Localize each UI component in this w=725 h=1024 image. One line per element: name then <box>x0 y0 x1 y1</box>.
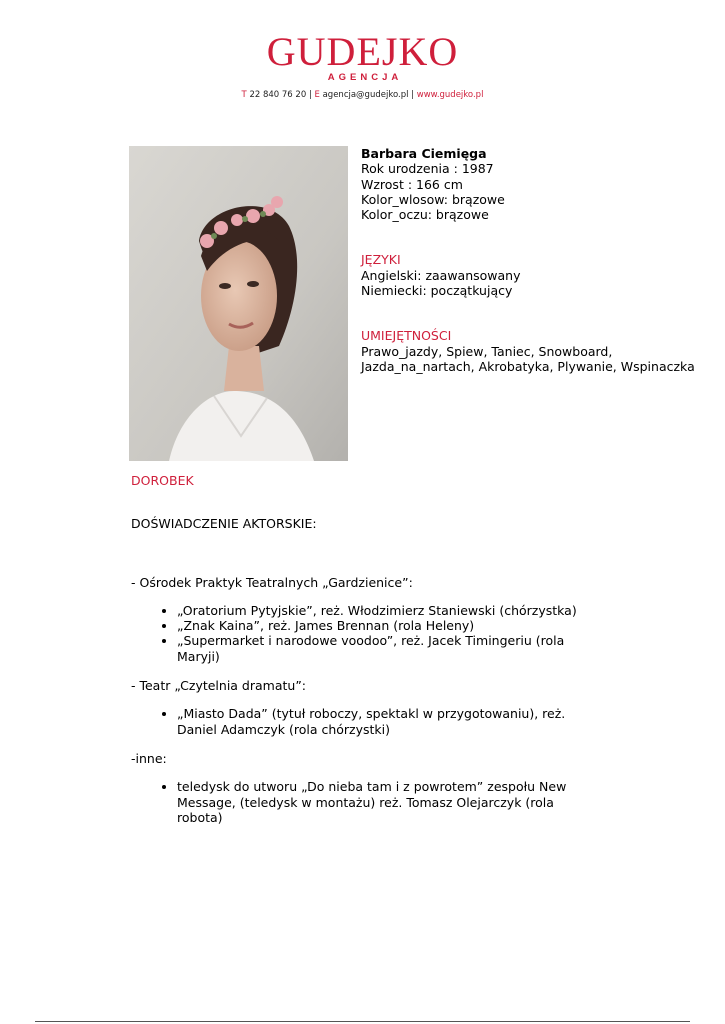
actor-name: Barbara Ciemięga <box>361 146 487 161</box>
agency-logo <box>0 29 725 83</box>
profile-info <box>361 146 701 374</box>
group-title: -inne: <box>131 750 167 766</box>
logo-subtitle: AGENCJA <box>327 72 403 83</box>
footer-divider <box>35 1021 690 1022</box>
languages-heading: JĘZYKI <box>361 252 401 268</box>
language-item: Angielski: zaawansowany <box>361 267 521 283</box>
website-link[interactable]: www.gudejko.pl <box>416 90 484 100</box>
portrait-photo <box>129 146 348 461</box>
experience-heading: DOŚWIADCZENIE AKTORSKIE: <box>131 516 317 532</box>
birth-year: Rok urodzenia : 1987 <box>361 161 494 177</box>
height: Wzrost : 166 cm <box>361 176 463 192</box>
email-label: E <box>314 90 320 100</box>
phone-label: T <box>241 90 247 100</box>
list-item: • „Oratorium Pytyjskie”, reż. Włodzimierz Staniewski (chórzystka) <box>177 603 591 618</box>
list-item: • „Supermarket i narodowe voodoo”, reż. Jacek Timingeriu (rola Maryji) <box>177 633 591 664</box>
group-list <box>131 603 591 664</box>
achievements-section <box>131 473 591 825</box>
separator: | <box>308 90 312 100</box>
skills-list: Prawo_jazdy, Spiew, Taniec, Snowboard, Jazda_na_nartach, Akrobatyka, Plywanie, Wspinaczka <box>361 343 695 374</box>
phone-number: 22 840 76 20 <box>249 90 307 100</box>
separator: | <box>411 90 415 100</box>
group-title: - Ośrodek Praktyk Teatralnych „Gardzienice”: <box>131 574 413 590</box>
contact-line <box>0 90 725 100</box>
language-item: Niemiecki: początkujący <box>361 283 513 299</box>
list-item: • „Miasto Dada” (tytuł roboczy, spektakl w przygotowaniu), reż. Daniel Adamczyk (rola chórzystki) <box>177 706 591 737</box>
group-list <box>131 779 591 825</box>
list-item: • teledysk do utworu „Do nieba tam i z powrotem” zespołu New Message, (teledysk w montażu) reż. Tomasz Olejarczyk (rola robota) <box>177 779 591 825</box>
email-address[interactable]: agencja@gudejko.pl <box>322 90 409 100</box>
eye-color: Kolor_oczu: brązowe <box>361 207 489 223</box>
skills-heading: UMIEJĘTNOŚCI <box>361 328 452 344</box>
logo-wordmark: GUDEJKO <box>266 29 459 74</box>
list-item: • „Znak Kaina”, reż. James Brennan (rola Heleny) <box>177 618 591 633</box>
group-title: - Teatr „Czytelnia dramatu”: <box>131 678 307 694</box>
achievements-heading: DOROBEK <box>131 473 194 488</box>
hair-color: Kolor_wlosow: brązowe <box>361 191 505 207</box>
group-list <box>131 706 591 737</box>
